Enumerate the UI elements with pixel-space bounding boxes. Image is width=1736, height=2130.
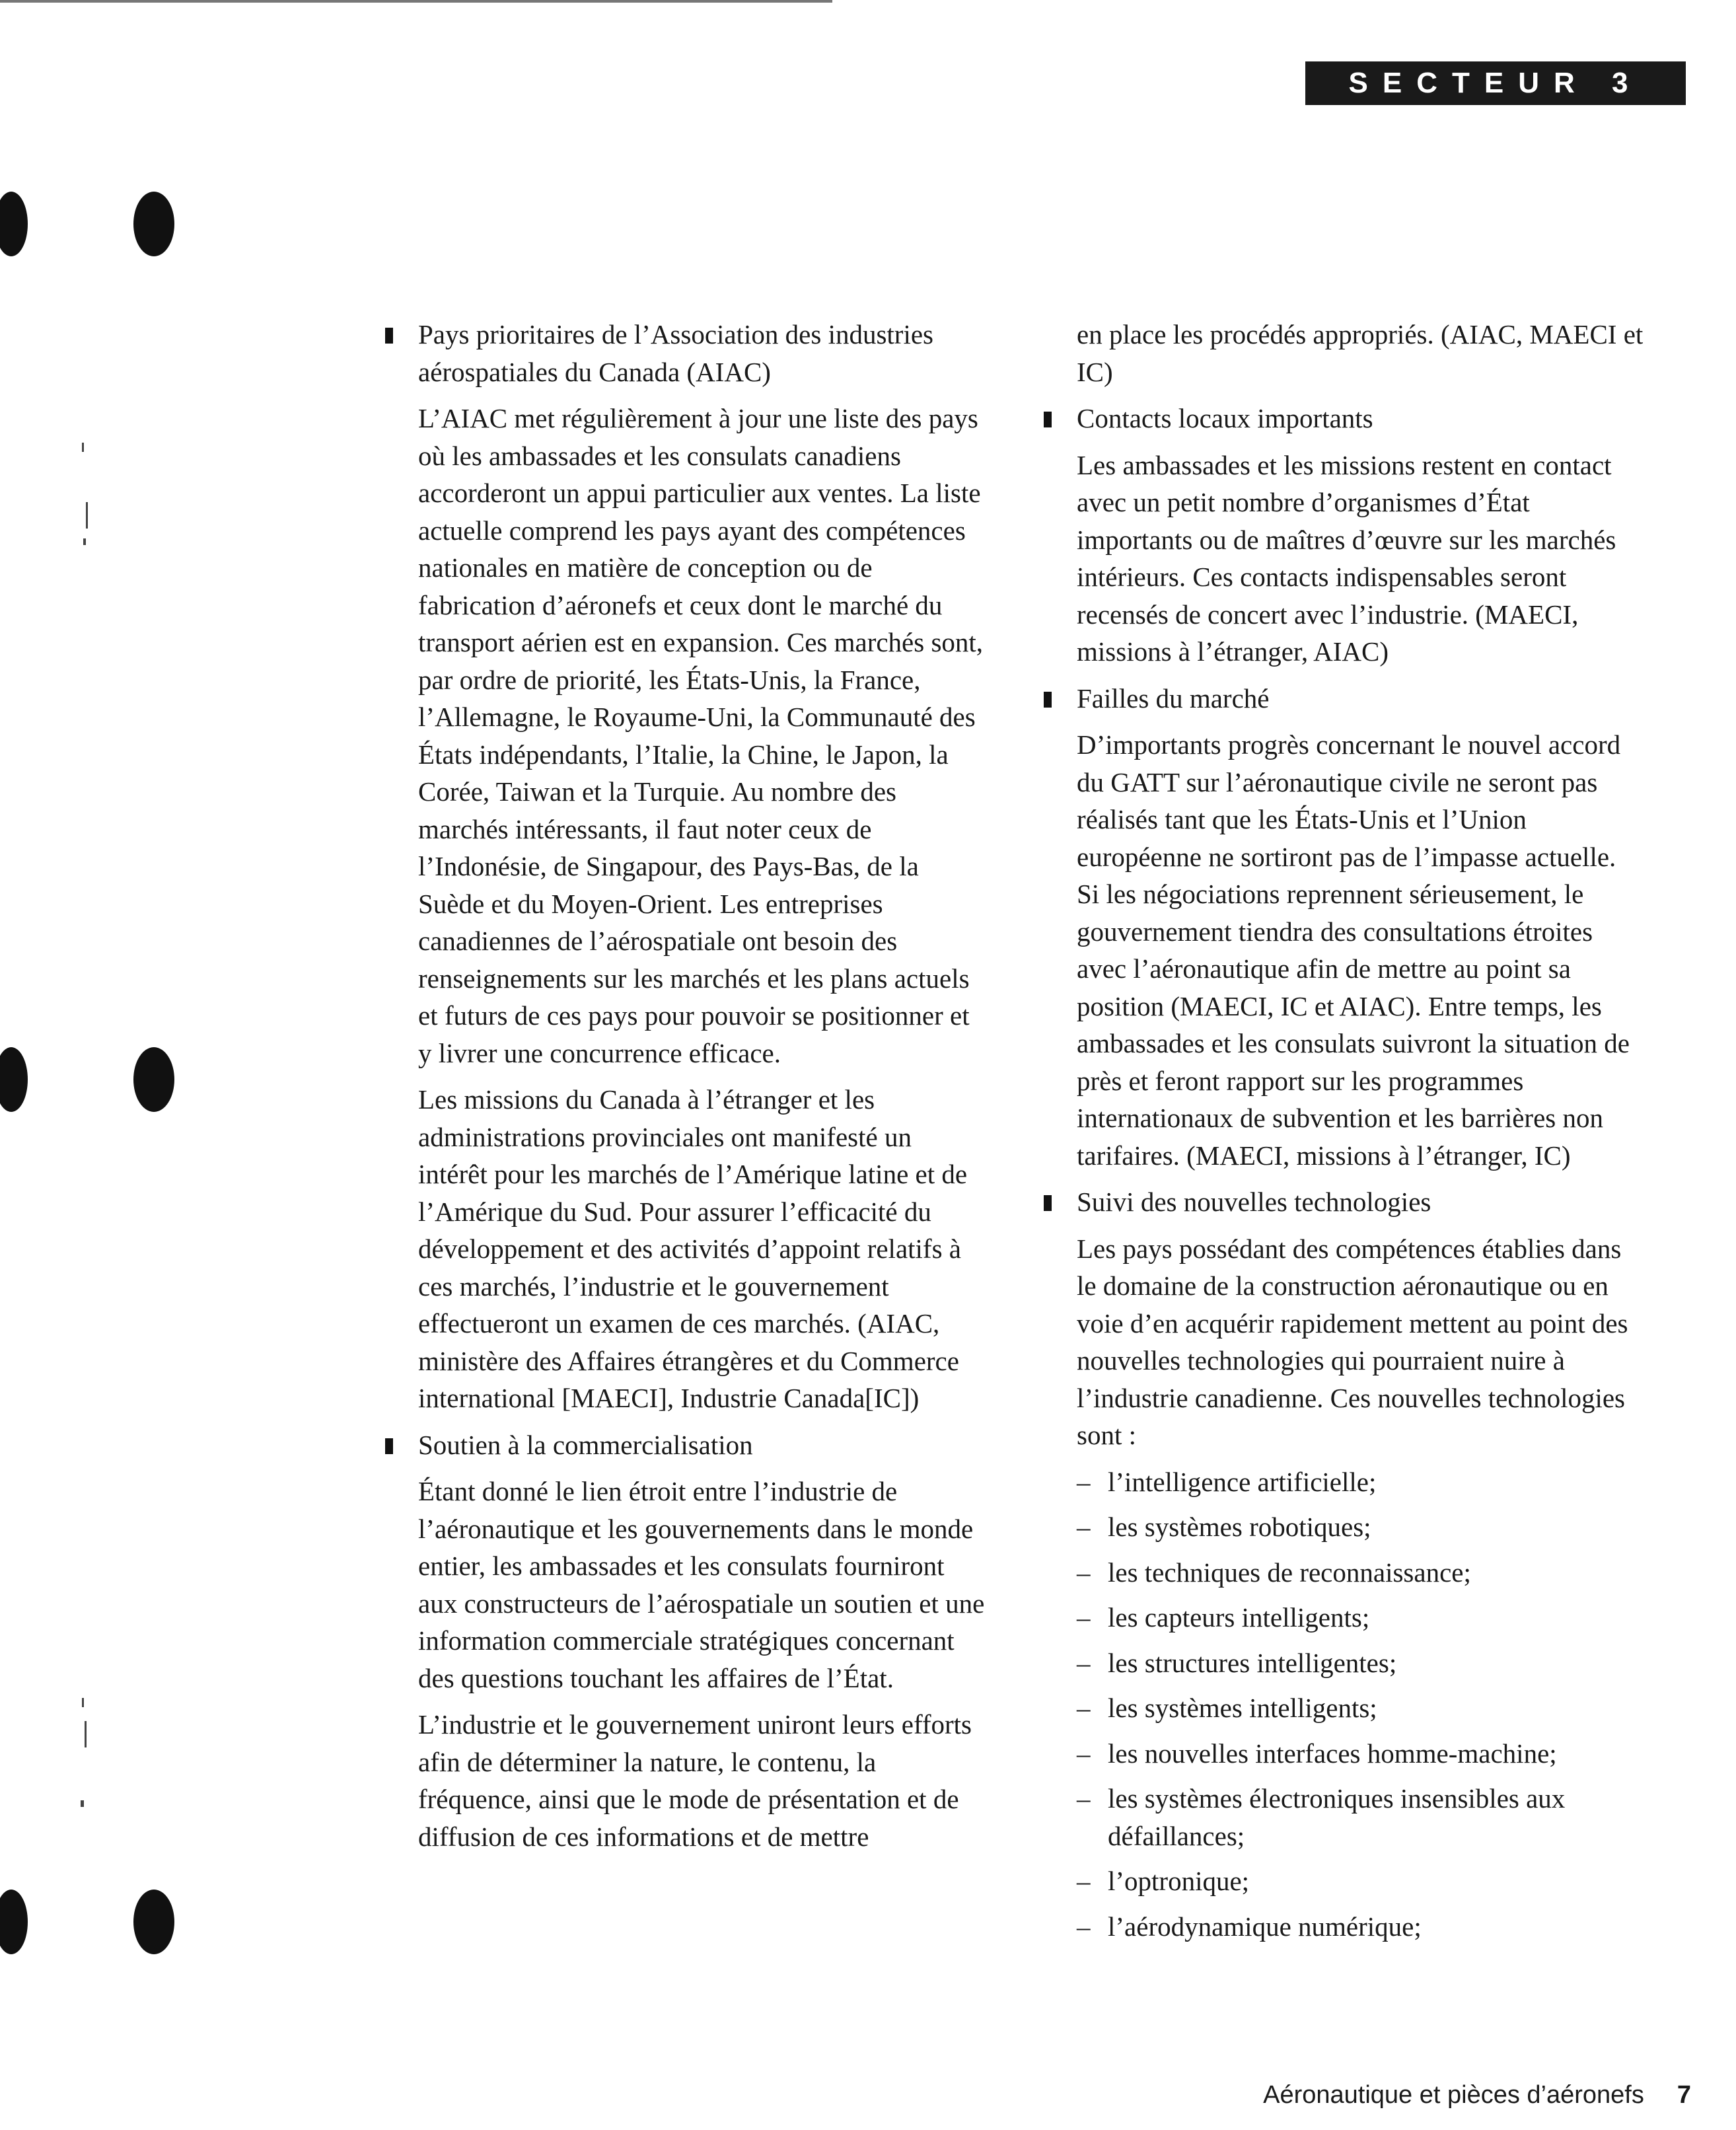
section-heading: Pays prioritaires de l’Association des industries aérospatiales du Canada (AIAC) <box>418 316 986 390</box>
paragraph: D’importants progrès concernant le nouvel accord du GATT sur l’aéronautique civile ne seront pas réalisés tant que les États-Unis et l’Union européenne ne sortiront pas de l’impasse actuelle. Si les négociations reprennent sérieusement, le gouvernement tiendra des consultations étroites avec l’aéronautique afin de mettre au point sa position (MAECI, IC et AIAC). Entre temps, les ambassades et les consulats suivront la situation de près et feront rapport sur les programmes internationaux de subvention et les barrières non tarifaires. (MAECI, missions à l’étranger, IC) <box>1077 729 1630 1171</box>
scan-mark <box>82 1698 84 1707</box>
scan-mark <box>86 502 88 529</box>
paragraph: Les missions du Canada à l’étranger et les administrations provinciales ont manifesté un intérêt pour les marchés de l’Amérique latine et de l’Amérique du Sud. Pour assurer l’efficacité du développement et des activités d’appoint relatifs à ces marchés, l’industrie et le gouvernement effectueront un examen de ces marchés. (AIAC, ministère des Affaires étrangères et du Commerce international [MAECI], Industrie Canada[IC]) <box>418 1084 968 1413</box>
technology-list <box>1077 1463 1645 1946</box>
paragraph: Étant donné le lien étroit entre l’industrie de l’aéronautique et les gouvernements dans le monde entier, les ambassades et les consulats fourniront aux constructeurs de l’aérospatiale un soutien et une information commerciale stratégiques concernant des questions touchant les affaires de l’État. <box>418 1476 985 1693</box>
section-heading: Contacts locaux importants <box>1077 400 1645 437</box>
paragraph: Les pays possédant des compétences établies dans le domaine de la construction aéronautique ou en voie d’en acquérir rapidement mettent au point des nouvelles technologies qui pourraient nuire à l’industrie canadienne. Ces nouvelles technologies sont : <box>1077 1233 1628 1450</box>
bullet-marker <box>1044 692 1052 708</box>
section-item <box>1077 1183 1645 1945</box>
list-item: – les systèmes robotiques; <box>1077 1508 1645 1546</box>
list-item: – l’intelligence artificielle; <box>1077 1463 1645 1501</box>
list-item: – les capteurs intelligents; <box>1077 1599 1645 1636</box>
list-item: – les techniques de reconnaissance; <box>1077 1554 1645 1592</box>
section-label: SECTEUR 3 <box>1348 67 1643 99</box>
paragraph-continuation: en place les procédés appropriés. (AIAC, MAECI et IC) <box>1077 319 1644 387</box>
list-item: – l’aérodynamique numérique; <box>1077 1908 1645 1946</box>
bullet-marker <box>1044 1195 1052 1211</box>
bullet-marker <box>385 1438 393 1454</box>
scan-mark <box>85 1721 87 1747</box>
list-item: – les nouvelles interfaces homme-machine; <box>1077 1735 1645 1773</box>
page-footer <box>1263 2081 1691 2110</box>
scan-mark <box>81 1800 84 1807</box>
punch-hole-top <box>133 192 174 256</box>
bullet-marker <box>385 328 393 344</box>
bullet-marker <box>1044 412 1052 427</box>
list-item: – les systèmes intelligents; <box>1077 1689 1645 1727</box>
list-item: – les structures intelligentes; <box>1077 1644 1645 1682</box>
section-item <box>418 316 986 1417</box>
section-item <box>1077 680 1645 1175</box>
section-heading: Soutien à la commercialisation <box>418 1426 986 1464</box>
punch-hole-bottom <box>133 1890 174 1954</box>
section-heading: Failles du marché <box>1077 680 1645 717</box>
right-column <box>1077 316 1645 1953</box>
list-item: – les systèmes électroniques insensibles aux défaillances; <box>1077 1780 1645 1855</box>
paragraph: Les ambassades et les missions restent en contact avec un petit nombre d’organismes d’État importants ou de maîtres d’œuvre sur les marchés intérieurs. Ces contacts indispensables seront recensés de concert avec l’industrie. (MAECI, missions à l’étranger, AIAC) <box>1077 449 1616 667</box>
scan-mark <box>83 538 86 545</box>
left-column <box>418 316 986 1864</box>
section-tab <box>1305 61 1686 105</box>
punch-hole-left-middle <box>0 1047 28 1112</box>
punch-hole-left-bottom <box>0 1890 28 1954</box>
section-item <box>1077 400 1645 671</box>
scan-mark <box>82 443 84 452</box>
list-item: – l’optronique; <box>1077 1862 1645 1900</box>
punch-hole-left-top <box>0 192 28 256</box>
page-number: 7 <box>1677 2081 1691 2109</box>
section-item <box>418 1426 986 1856</box>
punch-hole-middle <box>133 1047 174 1112</box>
paragraph: L’industrie et le gouvernement uniront leurs efforts afin de déterminer la nature, le contenu, la fréquence, ainsi que le mode de présentation et de diffusion de ces informations et de mettre <box>418 1709 972 1852</box>
paragraph: L’AIAC met régulièrement à jour une liste des pays où les ambassades et les consulats canadiens accorderont un appui particulier aux ventes. La liste actuelle comprend les pays ayant des compétences nationales en matière de conception ou de fabrication d’aéronefs et ceux dont le marché du transport aérien est en expansion. Ces marchés sont, par ordre de priorité, les États-Unis, la France, l’Allemagne, le Royaume-Uni, la Communauté des États indépendants, l’Italie, la Chine, le Japon, la Corée, Taiwan et la Turquie. Au nombre des marchés intéressants, il faut noter ceux de l’Indonésie, de Singapour, des Pays-Bas, de la Suède et du Moyen-Orient. Les entreprises canadiennes de l’aérospatiale ont besoin des renseignements sur les marchés et les plans actuels et futurs de ces pays pour pouvoir se positionner et y livrer une concurrence efficace. <box>418 403 984 1068</box>
top-rule <box>0 0 832 3</box>
section-heading: Suivi des nouvelles technologies <box>1077 1183 1645 1221</box>
footer-title: Aéronautique et pièces d’aéronefs <box>1263 2081 1644 2109</box>
